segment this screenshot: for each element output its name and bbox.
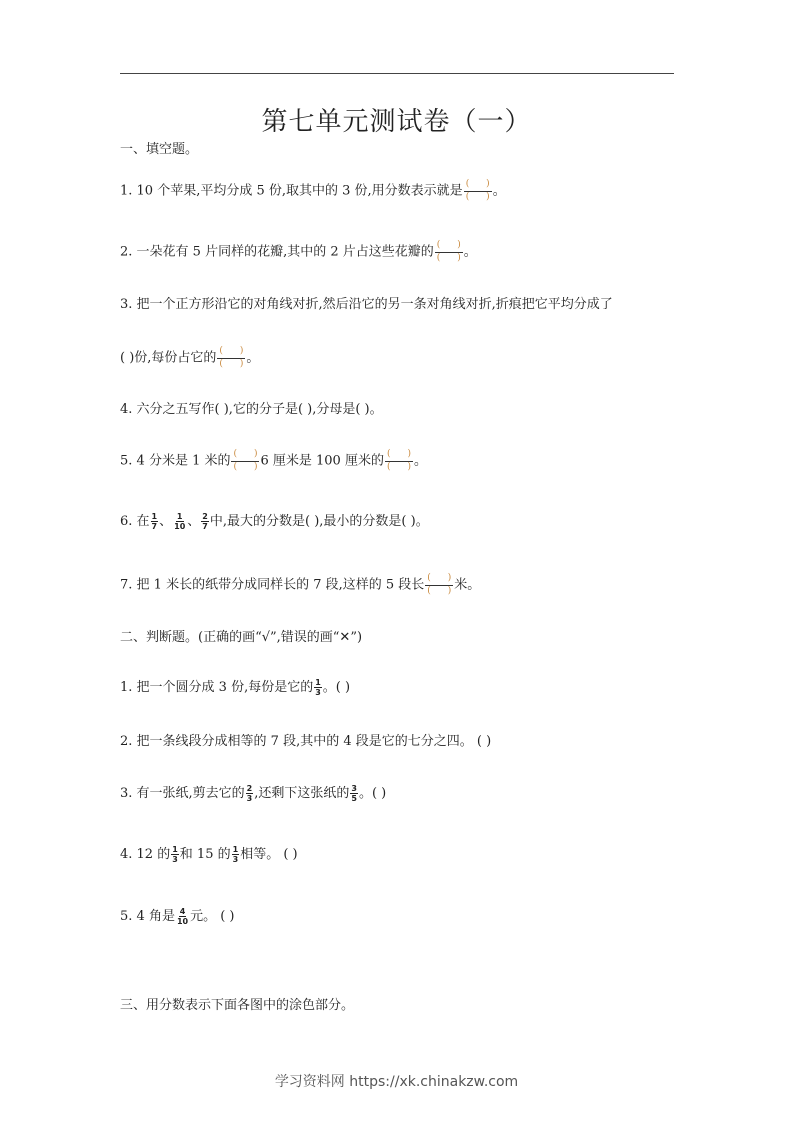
fraction: $\frac{1}{3}$: [172, 845, 178, 864]
fraction-blank[interactable]: ( ) ( ): [386, 449, 411, 472]
header-rule: [120, 73, 674, 74]
section2-heading: 二、判断题。(正确的画“√”,错误的画“✕”): [120, 630, 363, 645]
footer-watermark: 学习资料网 https://xk.chinakzw.com: [274, 1074, 519, 1090]
question-1-3-line2: ( )份,每份占它的 ( ) ( ) 。: [120, 346, 260, 369]
section3-heading: 三、用分数表示下面各图中的涂色部分。: [120, 998, 355, 1013]
question-1-5: 5. 4 分米是 1 米的 ( ) ( ) 6 厘米是 100 厘米的 ( ) ( ) 。: [120, 449, 427, 472]
page-title: 第七单元测试卷（一）: [261, 107, 532, 137]
q-text: 1. 10 个苹果,平均分成 5 份,取其中的 3 份,用分数表示就是: [120, 183, 463, 199]
fraction-blank[interactable]: ( ) ( ): [219, 346, 244, 369]
q-text: ( )份,每份占它的: [120, 350, 217, 366]
question-1-6: 6. 在 $\frac{1}{7}$ 、 $\frac{1}{10}$ 、 $\frac{2}{7}$ 中,最大的分数是( ),最小的分数是( )。: [120, 512, 429, 531]
question-1-1: 1. 10 个苹果,平均分成 5 份,取其中的 3 份,用分数表示就是 ( ) ( ) 。: [120, 179, 506, 202]
fraction: $\frac{1}{3}$: [315, 678, 321, 697]
fraction: $\frac{4}{10}$: [176, 907, 189, 926]
fraction: $\frac{1}{10}$: [174, 512, 186, 531]
question-1-4: 4. 六分之五写作( ),它的分子是( ),分母是( )。: [120, 402, 383, 417]
fraction: $\frac{2}{3}$: [246, 784, 253, 803]
fraction: $\frac{3}{5}$: [351, 784, 357, 803]
question-2-3: 3. 有一张纸,剪去它的 $\frac{2}{3}$ ,还剩下这张纸的 $\frac{3}{5}$ 。( ): [120, 784, 387, 803]
question-2-4: 4. 12 的 $\frac{1}{3}$ 和 15 的 $\frac{1}{3}$ 相等。 ( ): [120, 845, 298, 864]
fraction-blank[interactable]: ( ) ( ): [233, 449, 258, 472]
question-2-2: 2. 把一条线段分成相等的 7 段,其中的 4 段是它的七分之四。 ( ): [120, 734, 492, 749]
question-1-7: 7. 把 1 米长的纸带分成同样长的 7 段,这样的 5 段长 ( ) ( ) 米。: [120, 573, 481, 596]
fraction-blank[interactable]: ( ) ( ): [436, 240, 461, 263]
fraction: $\frac{2}{7}$: [202, 512, 208, 531]
question-1-2: 2. 一朵花有 5 片同样的花瓣,其中的 2 片占这些花瓣的 ( ) ( ) 。: [120, 240, 477, 263]
fraction-blank[interactable]: ( ) ( ): [465, 179, 490, 202]
question-1-3-line1: 3. 把一个正方形沿它的对角线对折,然后沿它的另一条对角线对折,折痕把它平均分成了: [120, 297, 613, 312]
question-2-1: 1. 把一个圆分成 3 份,每份是它的 $\frac{1}{3}$ 。( ): [120, 678, 351, 697]
fraction: $\frac{1}{7}$: [151, 512, 158, 531]
fraction-blank[interactable]: ( ) ( ): [427, 573, 452, 596]
section1-heading: 一、填空题。: [120, 142, 199, 157]
question-2-5: 5. 4 角是 $\frac{4}{10}$ 元。 ( ): [120, 907, 235, 926]
q-text: 2. 一朵花有 5 片同样的花瓣,其中的 2 片占这些花瓣的: [120, 244, 434, 260]
fraction: $\frac{1}{3}$: [232, 845, 239, 864]
